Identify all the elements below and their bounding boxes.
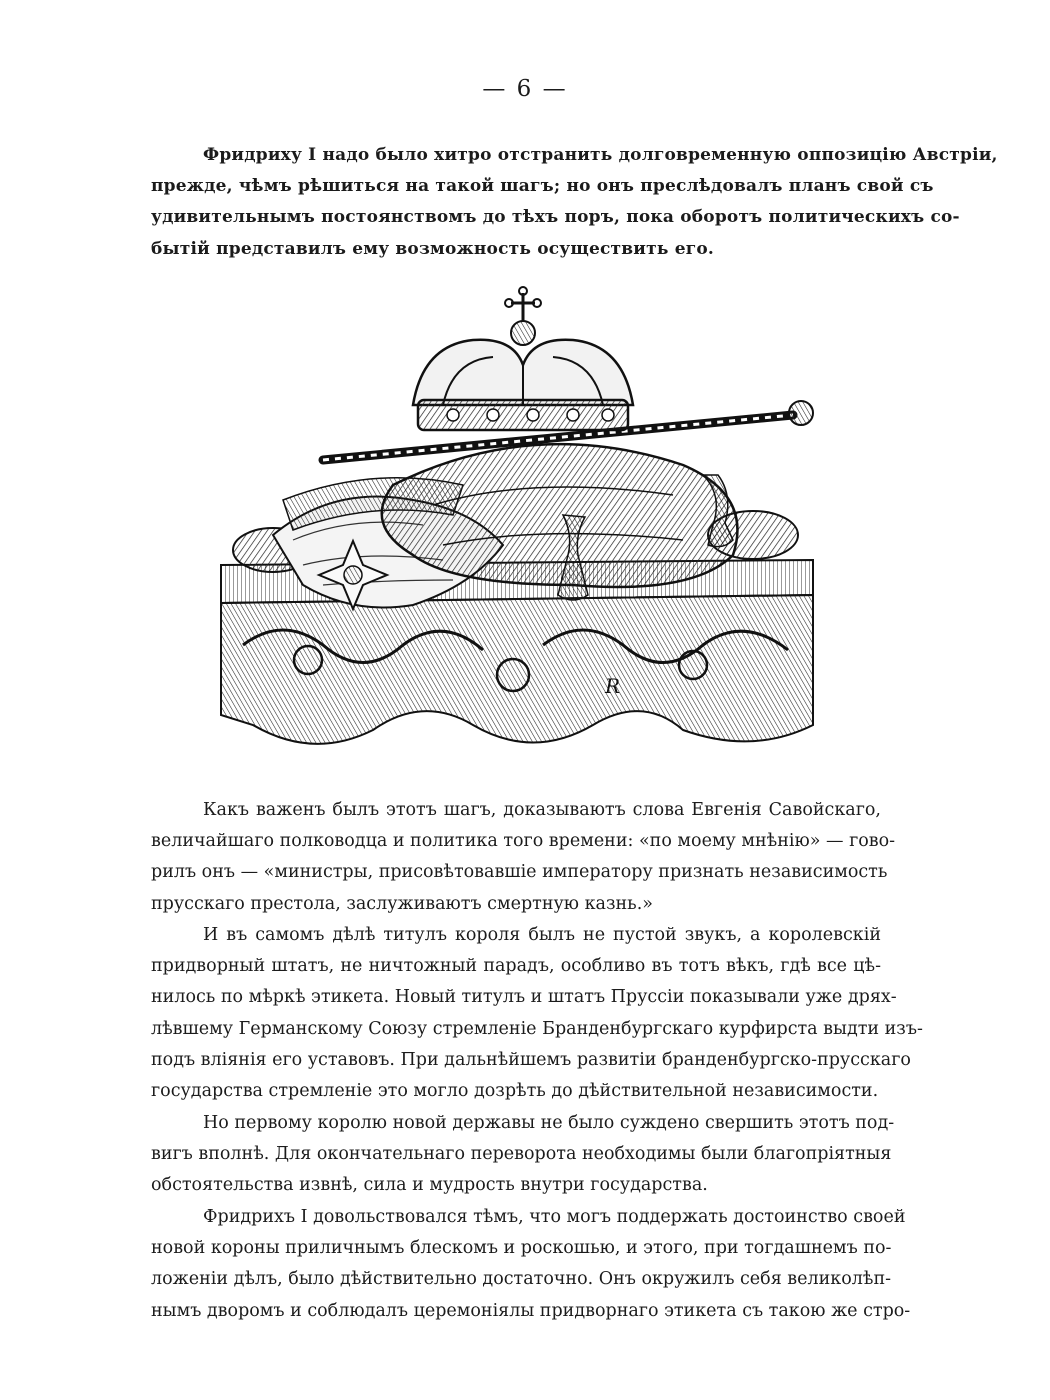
text-line: удивительнымъ постоянствомъ до тѣхъ поръ, пока оборотъ политическихъ со- <box>151 207 960 228</box>
text-line: Какъ важенъ былъ этотъ шагъ, доказываютъ слова Евгенія Савойскаго, <box>203 800 881 820</box>
text-line: вигъ вполнѣ. Для окончательнаго переворота необходимы были благопріятныя <box>151 1144 892 1165</box>
text-line: Фридриху I надо было хитро отстранить долговременную оппозицію Австріи, <box>203 145 998 165</box>
text-line: обстоятельства извнѣ, сила и мудрость внутри государства. <box>151 1175 708 1196</box>
text-line: величайшаго полководца и политика того времени: «по моему мнѣнію» — гово- <box>151 831 896 852</box>
text-line: нымъ дворомъ и соблюдалъ церемоніялы придворнаго этикета съ такою же стро- <box>151 1300 911 1321</box>
text-line: рилъ онъ — «министры, присовѣтовавшіе императору признать независимость <box>151 862 888 883</box>
text-line: прежде, чѣмъ рѣшиться на такой шагъ; но онъ преслѣдовалъ планъ свой съ <box>151 176 934 197</box>
text-line: придворный штатъ, не ничтожный парадъ, особливо въ тотъ вѣкъ, гдѣ все цѣ- <box>151 956 881 977</box>
svg-text:R: R <box>605 674 621 698</box>
text-line: лѣвшему Германскому Союзу стремленіе Бранденбургскаго курфирста выдти изъ- <box>151 1018 923 1039</box>
crown-on-cushion-engraving <box>213 285 833 775</box>
paragraph-1 <box>151 140 998 265</box>
text-line: ложеніи дѣлъ, было дѣйствительно достаточно. Онъ окружилъ себя великолѣп- <box>151 1269 892 1290</box>
cushion <box>382 444 738 587</box>
text-line: прусскаго престола, заслуживаютъ смертную казнь.» <box>151 893 653 914</box>
crown <box>413 287 633 430</box>
text-line: новой короны приличнымъ блескомъ и роскошью, и этого, при тогдашнемъ по- <box>151 1238 892 1259</box>
text-line: государства стремленіе это могло дозрѣть до дѣйствительной независимости. <box>151 1081 879 1102</box>
page-number: — 6 — <box>482 76 568 102</box>
text-line: И въ самомъ дѣлѣ титулъ короля былъ не пустой звукъ, а королевскій <box>203 925 881 945</box>
text-line: подъ вліянія его уставовъ. При дальнѣйшемъ развитіи бранденбургско-прусскаго <box>151 1049 911 1070</box>
paragraph-4 <box>151 1108 895 1202</box>
text-line: нилось по мѣркѣ этикета. Новый титулъ и штатъ Пруссіи показывали уже дрях- <box>151 987 897 1008</box>
text-line: Фридрихъ I довольствовался тѣмъ, что могъ поддержать достоинство своей <box>203 1207 906 1227</box>
paragraph-5 <box>151 1202 911 1327</box>
text-line: Но первому королю новой державы не было суждено свершить этотъ под- <box>203 1113 895 1133</box>
paragraph-2 <box>151 795 896 920</box>
paragraph-3 <box>151 920 923 1107</box>
text-line: бытій представилъ ему возможность осуществить его. <box>151 238 714 259</box>
